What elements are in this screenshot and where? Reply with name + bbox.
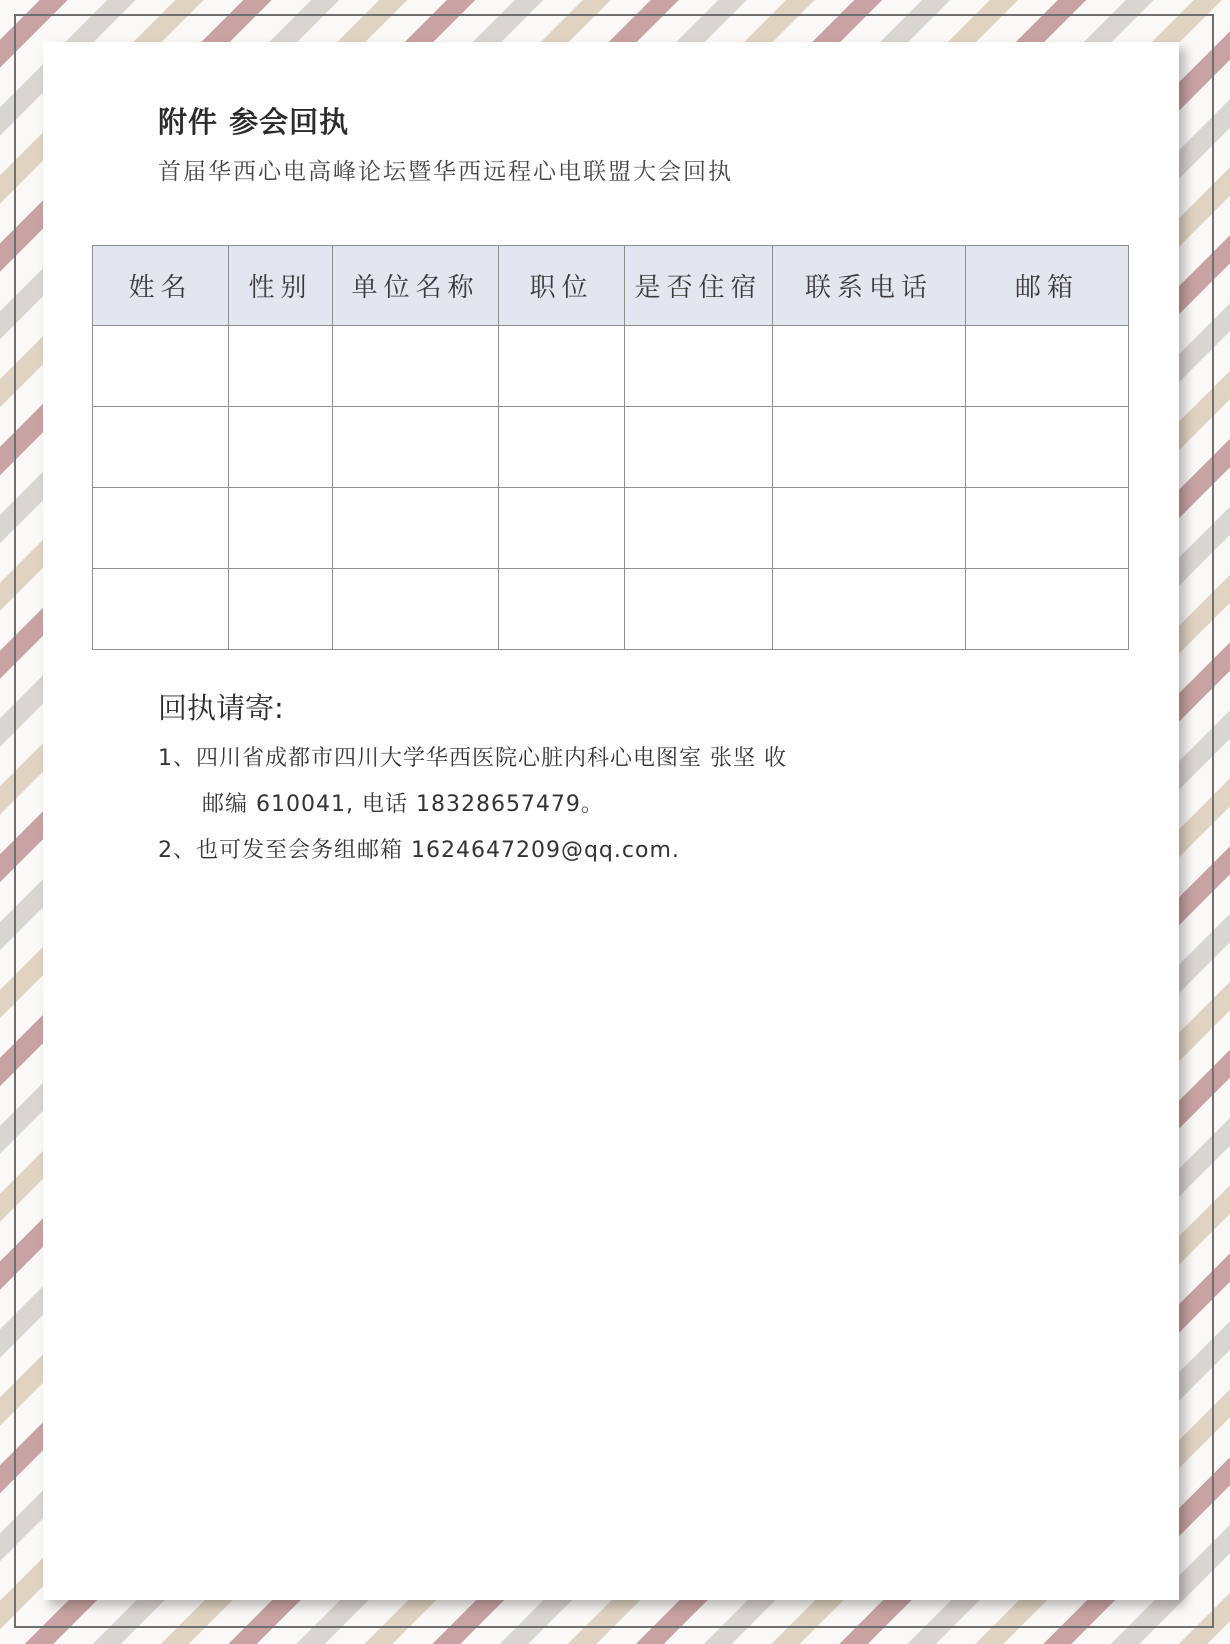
table-header-row [93,246,1129,326]
column-header-organization: 单位名称 [333,246,499,326]
table-cell [773,407,966,488]
mail-address-line: 1、四川省成都市四川大学华西医院心脏内科心电图室 张坚 收 [158,746,787,771]
table-cell [625,488,773,569]
table-cell [229,569,333,650]
table-cell [966,326,1129,407]
table-cell [625,326,773,407]
table-cell [93,569,229,650]
column-header-name: 姓名 [93,246,229,326]
table-cell [93,407,229,488]
page-title: 附件 参会回执 [158,105,350,139]
table-cell [333,488,499,569]
table-row [93,569,1129,650]
table-cell [93,326,229,407]
reply-form-table [92,245,1129,650]
table-cell [229,326,333,407]
table-cell [966,569,1129,650]
email-line: 2、也可发至会务组邮箱 1624647209@qq.com. [158,838,680,863]
page-subtitle: 首届华西心电高峰论坛暨华西远程心电联盟大会回执 [158,159,733,185]
table-row [93,326,1129,407]
table-cell [229,407,333,488]
postcode-phone-line: 邮编 610041, 电话 18328657479。 [202,792,604,817]
column-header-gender: 性别 [229,246,333,326]
table-row [93,488,1129,569]
column-header-email: 邮箱 [966,246,1129,326]
table-cell [966,407,1129,488]
table-row [93,407,1129,488]
table-cell [499,488,625,569]
table-cell [773,326,966,407]
table-cell [499,326,625,407]
send-to-heading: 回执请寄: [158,691,284,725]
table-cell [625,569,773,650]
table-cell [93,488,229,569]
column-header-phone: 联系电话 [773,246,966,326]
column-header-accommodation: 是否住宿 [625,246,773,326]
table-cell [625,407,773,488]
table-cell [966,488,1129,569]
table-cell [333,569,499,650]
column-header-position: 职位 [499,246,625,326]
table-cell [773,488,966,569]
table-cell [773,569,966,650]
table-cell [333,407,499,488]
table-cell [499,407,625,488]
table-cell [229,488,333,569]
table-cell [333,326,499,407]
table-cell [499,569,625,650]
